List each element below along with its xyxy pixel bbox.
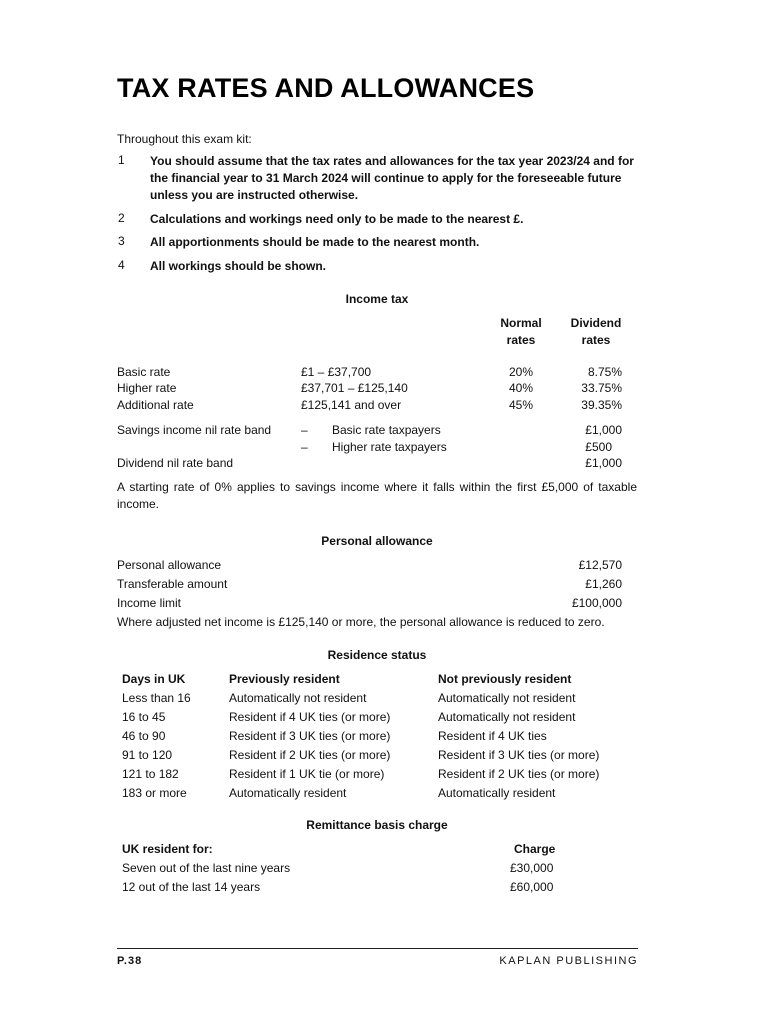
rate-label: Higher rate [117, 381, 177, 395]
residence-previous: Resident if 4 UK ties (or more) [229, 710, 391, 724]
instruction-number: 4 [118, 258, 125, 272]
savings-dash: – [301, 423, 308, 437]
residence-header-previous: Previously resident [229, 672, 340, 686]
page-number: P.38 [117, 955, 143, 967]
dividend-rates-header-line1: Dividend [570, 316, 622, 330]
dividend-rates-header-line2: rates [581, 333, 611, 347]
residence-days: Less than 16 [122, 691, 191, 705]
instruction-number: 2 [118, 211, 125, 225]
residence-status-heading: Residence status [327, 648, 427, 662]
normal-rate: 40% [509, 381, 534, 395]
rate-band: £1 – £37,700 [301, 365, 372, 379]
savings-taxpayer-label: Basic rate taxpayers [332, 423, 441, 437]
publisher-name: KAPLAN PUBLISHING [499, 955, 638, 967]
residence-previous: Resident if 3 UK ties (or more) [229, 729, 391, 743]
residence-days: 183 or more [122, 786, 187, 800]
residence-previous: Resident if 1 UK tie (or more) [229, 767, 385, 781]
residence-days: 46 to 90 [122, 729, 166, 743]
rate-band: £125,141 and over [301, 398, 402, 412]
residence-not-previous: Automatically not resident [438, 691, 576, 705]
instruction-text: All apportionments should be made to the nearest month. [150, 235, 480, 249]
savings-nil-rate-label: Savings income nil rate band [117, 423, 272, 437]
rate-label: Additional rate [117, 398, 194, 412]
instruction-text: All workings should be shown. [150, 259, 327, 273]
remittance-row-charge: £30,000 [510, 861, 554, 875]
instruction-number: 3 [118, 234, 125, 248]
instruction-text: Calculations and workings need only to be made to the nearest £. [150, 212, 524, 226]
dividend-rate: 39.35% [581, 398, 622, 412]
starting-rate-note: A starting rate of 0% applies to savings income where it falls within the first £5,000 of taxable income. [117, 480, 637, 511]
allowance-amount: £12,570 [578, 558, 622, 572]
normal-rates-header-line1: Normal [500, 316, 542, 330]
savings-dash: – [301, 440, 308, 454]
instruction-number: 1 [118, 153, 125, 167]
rate-label: Basic rate [117, 365, 171, 379]
residence-not-previous: Resident if 4 UK ties [438, 729, 547, 743]
allowance-amount: £100,000 [571, 596, 622, 610]
allowance-label: Income limit [117, 596, 182, 610]
residence-days: 91 to 120 [122, 748, 173, 762]
residence-previous: Automatically resident [229, 786, 347, 800]
income-tax-heading: Income tax [345, 292, 409, 306]
residence-days: 16 to 45 [122, 710, 166, 724]
intro-text: Throughout this exam kit: [117, 132, 252, 146]
dividend-nil-rate-amount: £1,000 [585, 456, 622, 470]
personal-allowance-heading: Personal allowance [321, 534, 433, 548]
remittance-header-label: UK resident for: [122, 842, 213, 856]
page-title: TAX RATES AND ALLOWANCES [117, 73, 535, 103]
savings-amount: £1,000 [585, 423, 622, 437]
remittance-heading: Remittance basis charge [306, 818, 448, 832]
footer-rule [117, 948, 638, 949]
allowance-label: Transferable amount [117, 577, 228, 591]
allowance-label: Personal allowance [117, 558, 222, 572]
savings-taxpayer-label: Higher rate taxpayers [332, 440, 447, 454]
residence-not-previous: Resident if 3 UK ties (or more) [438, 748, 600, 762]
rate-band: £37,701 – £125,140 [301, 381, 408, 395]
residence-previous: Resident if 2 UK ties (or more) [229, 748, 391, 762]
dividend-rate: 8.75% [587, 365, 622, 379]
savings-amount: £500 [585, 440, 612, 454]
allowance-amount: £1,260 [585, 577, 622, 591]
residence-header-days: Days in UK [122, 672, 186, 686]
residence-header-not-previous: Not previously resident [438, 672, 572, 686]
remittance-row-label: 12 out of the last 14 years [122, 880, 261, 894]
dividend-rate: 33.75% [581, 381, 622, 395]
instruction-text: You should assume that the tax rates and allowances for the tax year 2023/24 and for the financial year to 31 March 2024 will continue to apply for the foreseeable future unless you are instructed otherwise. [150, 154, 634, 202]
remittance-row-label: Seven out of the last nine years [122, 861, 291, 875]
residence-not-previous: Automatically not resident [438, 710, 576, 724]
dividend-nil-rate-label: Dividend nil rate band [117, 456, 234, 470]
remittance-header-charge: Charge [514, 842, 556, 856]
normal-rate: 45% [509, 398, 534, 412]
normal-rate: 20% [509, 365, 534, 379]
remittance-row-charge: £60,000 [510, 880, 554, 894]
residence-days: 121 to 182 [122, 767, 179, 781]
residence-previous: Automatically not resident [229, 691, 367, 705]
normal-rates-header-line2: rates [506, 333, 536, 347]
residence-not-previous: Resident if 2 UK ties (or more) [438, 767, 600, 781]
allowance-note: Where adjusted net income is £125,140 or more, the personal allowance is reduced to zero. [117, 615, 605, 629]
residence-not-previous: Automatically resident [438, 786, 556, 800]
